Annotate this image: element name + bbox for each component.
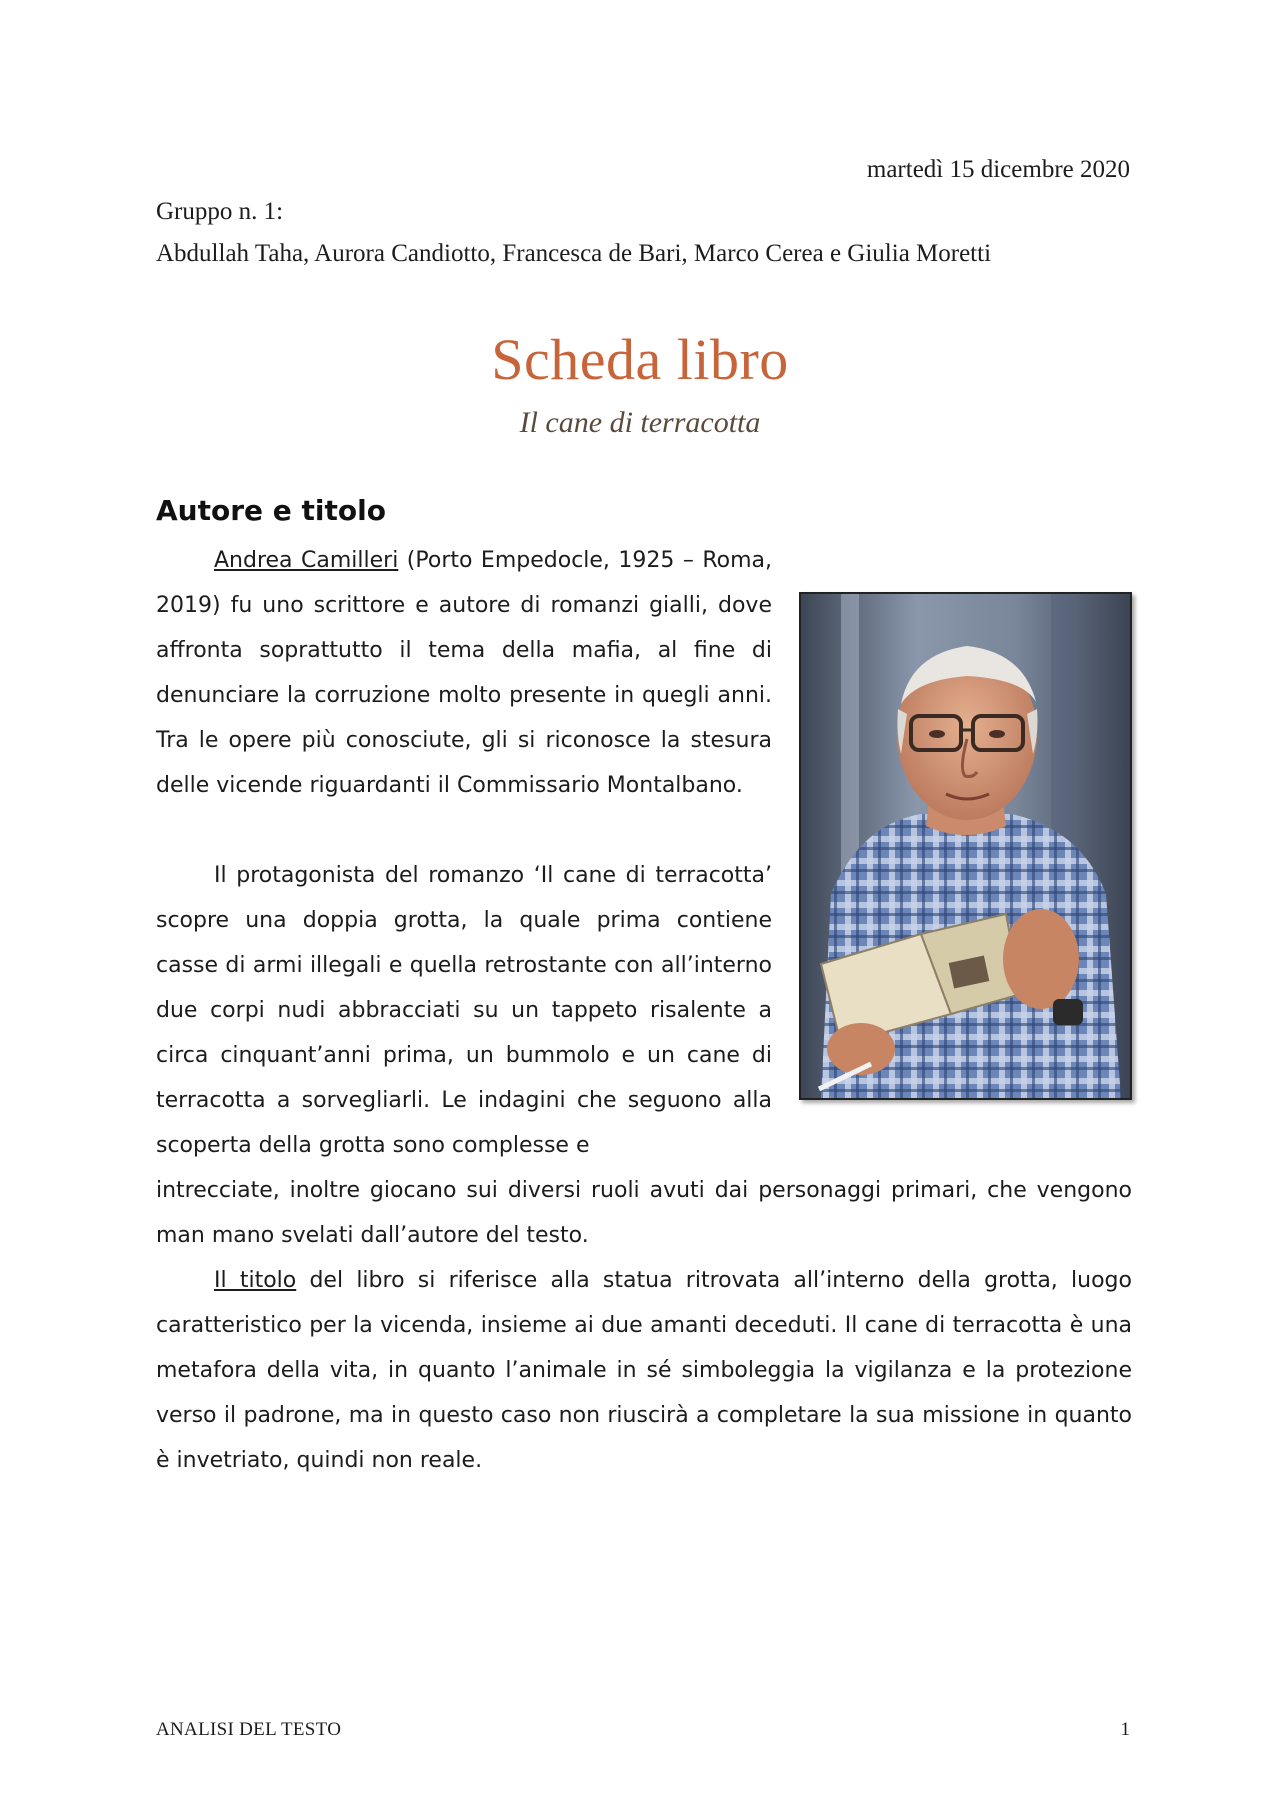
paragraph-plot-continued: intrecciate, inoltre giocano sui diversi ruoli avuti dai personaggi primari, che vengono man mano svelati dall’autore del testo.: [156, 1178, 1132, 1248]
paragraph-author: [156, 538, 772, 808]
author-name-link: Andrea Camilleri: [214, 548, 399, 573]
group-members: Abdullah Taha, Aurora Candiotto, Francesca de Bari, Marco Cerea e Giulia Moretti: [156, 240, 992, 267]
group-label: Gruppo n. 1:: [156, 198, 284, 225]
paragraph-title-text: del libro si riferisce alla statua ritrovata all’interno della grotta, luogo caratteristico per la vicenda, insieme ai due amanti deceduti. Il cane di terracotta è una metafora della vita, in quanto l’animale in sé simboleggia la vigilanza e la protezione verso il padrone, ma in questo caso non riuscirà a completare la sua missione in quanto è invetriato, quindi non reale.: [156, 1268, 1132, 1473]
paragraph-plot: Il protagonista del romanzo ‘Il cane di terracotta’ scopre una doppia grotta, la quale prima contiene casse di armi illegali e quella retrostante con all’interno due corpi nudi abbracciati su un tappeto risalente a circa cinquant’anni prima, un bummolo e un cane di terracotta a sorvegliarli. Le indagini che seguono alla scoperta della grotta sono complesse e: [156, 863, 772, 1158]
paragraph-author-text: (Porto Empedocle, 1925 – Roma, 2019) fu uno scrittore e autore di romanzi gialli, dove affronta soprattutto il tema della mafia, al fine di denunciare la corruzione molto presente in quegli anni. Tra le opere più conosciute, gli si riconosce la stesura delle vicende riguardanti il Commissario Montalbano.: [156, 548, 773, 798]
section-heading: Autore e titolo: [156, 494, 386, 527]
author-photo: [799, 592, 1132, 1100]
page-number: 1: [1120, 1719, 1130, 1740]
document-title: Scheda libro: [491, 327, 789, 392]
footer-section-label: ANALISI DEL TESTO: [156, 1719, 342, 1740]
document-date: martedì 15 dicembre 2020: [866, 156, 1130, 183]
book-title-subtitle: Il cane di terracotta: [519, 406, 761, 439]
title-link: Il titolo: [214, 1268, 297, 1293]
paragraph-title-meaning: [156, 1258, 1132, 1483]
